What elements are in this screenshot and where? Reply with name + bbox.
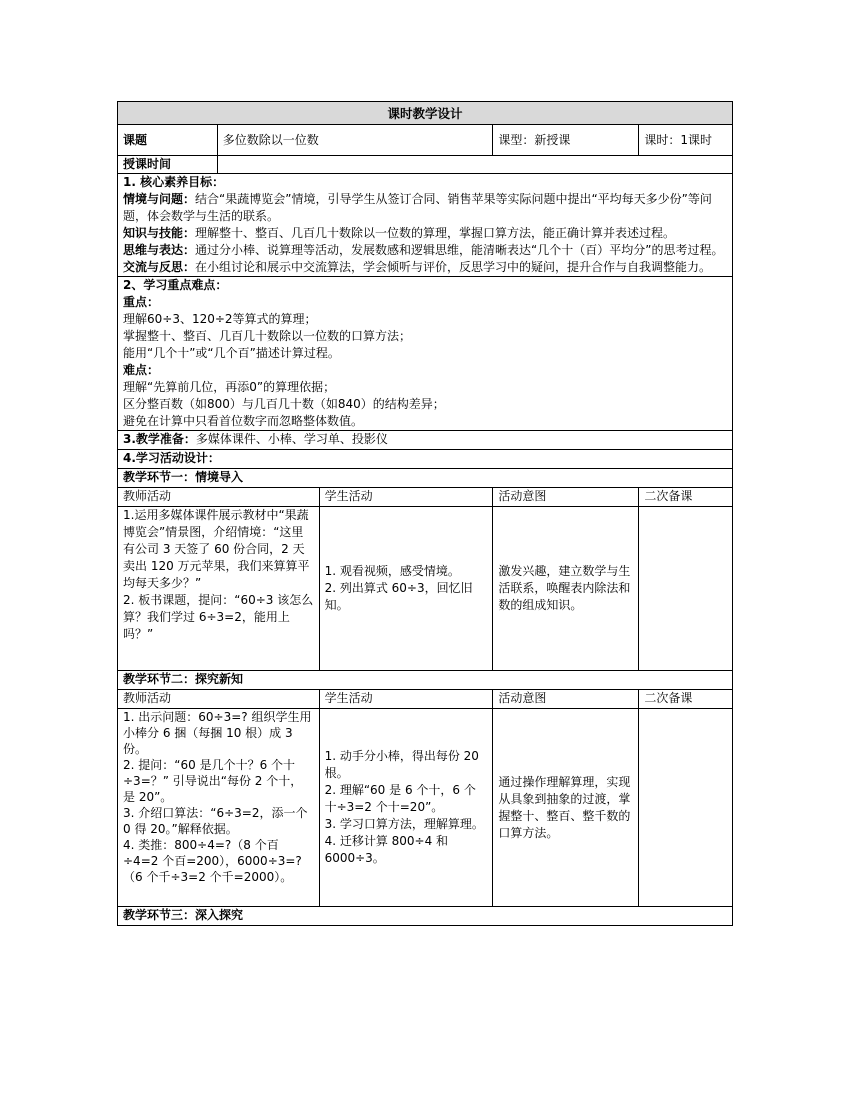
topic-label: 课题: [118, 125, 218, 156]
student-step: 1. 动手分小棒，得出每份 20 根。: [324, 749, 479, 780]
section-2-teacher: [118, 709, 320, 907]
section-2-title: 教学环节二：探究新知: [118, 671, 733, 690]
col-header-student: 学生活动: [319, 488, 493, 507]
teacher-step: 2. 板书课题，提问：“60÷3 该怎么算？我们学过 6÷3=2，能用上吗？”: [123, 593, 314, 641]
key-points-cell: [118, 277, 733, 431]
goals-cell: [118, 174, 733, 277]
goals-heading: 1. 核心素养目标：: [123, 175, 225, 189]
focus-item: 理解60÷3、120÷2等算式的算理；: [123, 312, 317, 326]
prep-cell: [118, 431, 733, 450]
teacher-step: 1.运用多媒体课件展示教材中“果蔬博览会”情景图，介绍情境：“这里有公司 3 天签了 60 份合同，2 天卖出 120 万元苹果，我们来算算平均每天多少？”: [123, 508, 310, 590]
col-header-teacher: 教师活动: [118, 690, 320, 709]
col-header-intent: 活动意图: [493, 690, 639, 709]
difficulty-item: 理解“先算前几位，再添0”的算理依据；: [123, 380, 336, 394]
lesson-period: 课时：1课时: [639, 125, 733, 156]
col-header-student: 学生活动: [319, 690, 493, 709]
section-1-student: [319, 507, 493, 671]
time-value: [217, 156, 732, 174]
topic-value: 多位数除以一位数: [217, 125, 493, 156]
difficulty-item: 区分整百数（如800）与几百几十数（如840）的结构差异；: [123, 397, 445, 411]
prep-label: 3.教学准备：: [123, 432, 196, 446]
focus-label: 重点：: [123, 295, 160, 309]
table-title: 课时教学设计: [118, 102, 733, 125]
key-points-heading: 2、学习重点难点：: [123, 278, 228, 292]
teacher-step: 2. 提问：“60 是几个十？6 个十÷3=？” 引导说出“每份 2 个十，是 20”。: [123, 758, 303, 804]
prep-text: 多媒体课件、小棒、学习单、投影仪: [195, 432, 388, 446]
lesson-type: 课型：新授课: [493, 125, 639, 156]
time-label: 授课时间: [118, 156, 218, 174]
section-1-note: [639, 507, 733, 671]
teacher-step: 4. 类推：800÷4=?（8 个百÷4=2 个百=200），6000÷3=?（6 个千÷3=2 个千=2000）。: [123, 838, 302, 884]
teacher-step: 3. 介绍口算法：“6÷3=2，添一个 0 得 20。”解释依据。: [123, 806, 308, 836]
section-2-note: [639, 709, 733, 907]
student-step: 4. 迁移计算 800÷4 和 6000÷3。: [324, 834, 449, 865]
student-step: 2. 列出算式 60÷3，回忆旧知。: [324, 581, 473, 612]
teacher-step: 1. 出示问题：60÷3=? 组织学生用小棒分 6 捆（每捆 10 根）成 3 份。: [123, 710, 312, 756]
goal-item: 情境与问题：结合“果蔬博览会”情境，引导学生从签订合同、销售苹果等实际问题中提出“平均每天多少份”等问题，体会数学与生活的联系。: [123, 192, 712, 223]
section-1-intent: 激发兴趣，建立数学与生活联系，唤醒表内除法和数的组成知识。: [493, 507, 639, 671]
student-step: 1. 观看视频，感受情境。: [324, 564, 460, 578]
goal-item: 知识与技能：理解整十、整百、几百几十数除以一位数的算理，掌握口算方法，能正确计算并表述过程。: [123, 226, 676, 240]
design-heading: 4.学习活动设计：: [118, 450, 733, 469]
difficulty-item: 避免在计算中只看首位数字而忽略整体数值。: [123, 414, 364, 428]
section-2-intent: 通过操作理解算理，实现从具象到抽象的过渡，掌握整十、整百、整千数的口算方法。: [493, 709, 639, 907]
col-header-note: 二次备课: [639, 690, 733, 709]
lesson-plan-page: [117, 101, 733, 926]
section-1-teacher: [118, 507, 320, 671]
col-header-intent: 活动意图: [493, 488, 639, 507]
focus-item: 能用“几个十”或“几个百”描述计算过程。: [123, 346, 340, 360]
goal-item: 交流与反思：在小组讨论和展示中交流算法，学会倾听与评价，反思学习中的疑问，提升合作与自我调整能力。: [123, 260, 712, 274]
student-step: 3. 学习口算方法，理解算理。: [324, 817, 484, 831]
difficulty-label: 难点：: [123, 363, 160, 377]
focus-item: 掌握整十、整百、几百几十数除以一位数的口算方法；: [123, 329, 412, 343]
section-1-title: 教学环节一：情境导入: [118, 469, 733, 488]
lesson-plan-table: [117, 101, 733, 926]
section-3-title: 教学环节三：深入探究: [118, 907, 733, 926]
col-header-teacher: 教师活动: [118, 488, 320, 507]
goal-item: 思维与表达：通过分小棒、说算理等活动，发展数感和逻辑思维，能清晰表达“几个十（百）平均分”的思考过程。: [123, 243, 724, 257]
student-step: 2. 理解“60 是 6 个十，6 个十÷3=2 个十=20”。: [324, 783, 476, 814]
col-header-note: 二次备课: [639, 488, 733, 507]
section-2-student: [319, 709, 493, 907]
